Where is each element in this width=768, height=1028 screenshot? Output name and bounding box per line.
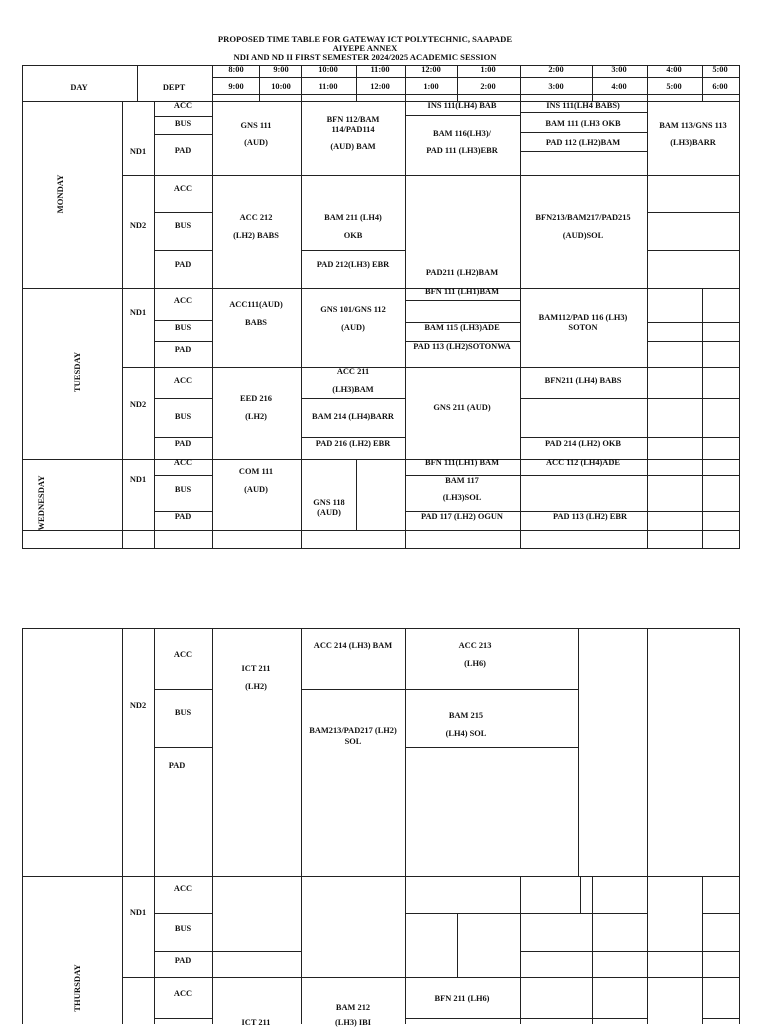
course-entry: GNS 101/GNS 112 [320, 305, 386, 314]
time-end: 1:00 [423, 82, 439, 91]
course-entry: ACC 211 [336, 367, 370, 376]
course-entry: BAM 111 (LH3 OKB [545, 119, 621, 128]
course-entry: ACC 214 (LH3) BAM [313, 641, 393, 650]
dept-label: PAD [174, 146, 192, 155]
course-entry: SOTON [568, 323, 598, 332]
dept-label: ACC [173, 650, 193, 659]
course-entry: (AUD)SOL [562, 231, 604, 240]
day-label-tuesday: TUESDAY [72, 351, 82, 393]
course-entry: BAM 115 (LH3)ADE [424, 323, 500, 332]
time-start: 10:00 [318, 65, 338, 74]
course-entry: PAD 216 (LH2) EBR [315, 439, 391, 448]
dept-label: BUS [174, 221, 192, 230]
level-label: ND2 [129, 400, 147, 409]
time-start: 5:00 [712, 65, 728, 74]
course-entry: PAD 112 (LH2)BAM [545, 138, 621, 147]
course-entry: BFN 211 (LH6) [434, 994, 490, 1003]
course-entry: ICT 211 [241, 1018, 271, 1027]
time-end: 11:00 [318, 82, 338, 91]
level-label: ND1 [129, 475, 147, 484]
time-end: 2:00 [480, 82, 496, 91]
time-end: 3:00 [548, 82, 564, 91]
course-entry: BAM 212 [335, 1003, 371, 1012]
time-end: 5:00 [666, 82, 682, 91]
course-entry: PAD 117 (LH2) OGUN [421, 512, 503, 521]
time-end: 9:00 [228, 82, 244, 91]
course-entry: PAD 111 (LH3)EBR [426, 146, 498, 155]
dept-label: PAD [174, 345, 192, 354]
dept-label: PAD [168, 761, 186, 770]
time-end: 6:00 [712, 82, 728, 91]
course-entry: GNS 111 [240, 121, 272, 130]
course-entry: PAD211 (LH2)BAM [425, 268, 499, 277]
dept-label: ACC [173, 101, 193, 110]
course-entry: BAM112/PAD 116 (LH3) [538, 313, 628, 322]
course-entry: BAM 116(LH3)/ [433, 129, 491, 138]
dept-label: PAD [174, 956, 192, 965]
course-entry: BFN213/BAM217/PAD215 [535, 213, 631, 222]
dept-label: ACC [173, 376, 193, 385]
course-entry: (LH3)BARR [670, 138, 716, 147]
time-start: 1:00 [480, 65, 496, 74]
course-entry: BABS [245, 318, 267, 327]
course-entry: EED 216 [240, 394, 272, 403]
dept-label: ACC [173, 989, 193, 998]
course-entry: (LH3)SOL [442, 493, 482, 502]
course-entry: (AUD) [317, 508, 341, 517]
level-label: ND1 [129, 908, 147, 917]
course-entry: PAD 212(LH3) EBR [316, 260, 390, 269]
dept-label: PAD [174, 512, 192, 521]
dept-label: PAD [174, 260, 192, 269]
course-entry: PAD 113 (LH2)SOTONWA [413, 342, 511, 351]
level-label: ND1 [129, 147, 147, 156]
course-entry: BAM 113/GNS 113 [659, 121, 727, 130]
dept-label: BUS [174, 412, 192, 421]
time-end: 10:00 [271, 82, 291, 91]
time-end: 4:00 [611, 82, 627, 91]
course-entry: PAD 214 (LH2) OKB [545, 439, 621, 448]
course-entry: (LH3) IBI [334, 1018, 372, 1027]
course-entry: (LH3)BAM [332, 385, 374, 394]
day-column-header: DAY [70, 83, 88, 92]
course-entry: (LH2) [245, 412, 267, 421]
day-label-thursday: THURSDAY [72, 964, 82, 1012]
dept-label: BUS [174, 323, 192, 332]
title-line-3: NDI AND ND II FIRST SEMESTER 2024/2025 ACADEMIC SESSION [233, 52, 497, 62]
course-entry: INS 111(LH4) BAB [427, 101, 497, 110]
dept-label: ACC [173, 884, 193, 893]
dept-label: BUS [174, 485, 192, 494]
course-entry: ACC 112 (LH4)ADE [546, 458, 620, 467]
level-label: ND1 [129, 308, 147, 317]
dept-label: ACC [173, 296, 193, 305]
dept-label: BUS [174, 708, 192, 717]
course-entry: (AUD) [244, 138, 268, 147]
course-entry: ACC 212 [239, 213, 273, 222]
time-start: 3:00 [611, 65, 627, 74]
course-entry: BAM 215 [448, 711, 484, 720]
course-entry: (LH2) BABS [233, 231, 279, 240]
dept-label: BUS [174, 924, 192, 933]
time-start: 8:00 [228, 65, 244, 74]
title-line-2: AIYEPE ANNEX [332, 43, 398, 53]
course-entry: SOL [344, 737, 362, 746]
course-entry: GNS 211 (AUD) [433, 403, 491, 412]
course-entry: ACC111(AUD) [229, 300, 283, 309]
title-line-1: PROPOSED TIME TABLE FOR GATEWAY ICT POLYTECHNIC, SAAPADE [217, 34, 513, 44]
level-label: ND2 [129, 701, 147, 710]
course-entry: OKB [343, 231, 363, 240]
course-entry: BAM 211 (LH4) [324, 213, 382, 222]
course-entry: BFN 112/BAM [326, 115, 380, 124]
course-entry: 114/PAD114 [331, 125, 375, 134]
course-entry: BAM 214 (LH4)BARR [312, 412, 394, 421]
time-start: 9:00 [273, 65, 289, 74]
course-entry: (AUD) [341, 323, 365, 332]
course-entry: (AUD) [244, 485, 268, 494]
dept-label: BUS [174, 119, 192, 128]
course-entry: BFN 111(LH1) BAM [425, 458, 499, 467]
course-entry: (LH4) SOL [445, 729, 487, 738]
dept-label: PAD [174, 439, 192, 448]
course-entry: BFN211 (LH4) BABS [544, 376, 622, 385]
course-entry: INS 111(LH4 BABS) [546, 101, 620, 110]
day-label-monday: MONDAY [55, 174, 65, 214]
course-entry: ICT 211 [241, 664, 271, 673]
dept-column-header: DEPT [162, 83, 186, 92]
course-entry: ACC 213 [458, 641, 492, 650]
level-label: ND2 [129, 221, 147, 230]
time-start: 11:00 [370, 65, 390, 74]
time-start: 4:00 [666, 65, 682, 74]
course-entry: BAM213/PAD217 (LH2) [309, 726, 397, 735]
course-entry: (AUD) BAM [330, 142, 376, 151]
course-entry: BFN 111 (LH1)BAM [425, 287, 499, 296]
course-entry: GNS 118 [313, 498, 345, 507]
course-entry: (LH6) [464, 659, 486, 668]
course-entry: COM 111 [238, 467, 274, 476]
time-start: 12:00 [421, 65, 441, 74]
course-entry: (LH2) [245, 682, 267, 691]
day-label-wednesday: WEDNESDAY [36, 475, 46, 531]
time-end: 12:00 [370, 82, 390, 91]
dept-label: ACC [173, 184, 193, 193]
time-start: 2:00 [548, 65, 564, 74]
course-entry: PAD 113 (LH2) EBR [552, 512, 628, 521]
course-entry: BAM 117 [445, 476, 479, 485]
dept-label: ACC [173, 458, 193, 467]
